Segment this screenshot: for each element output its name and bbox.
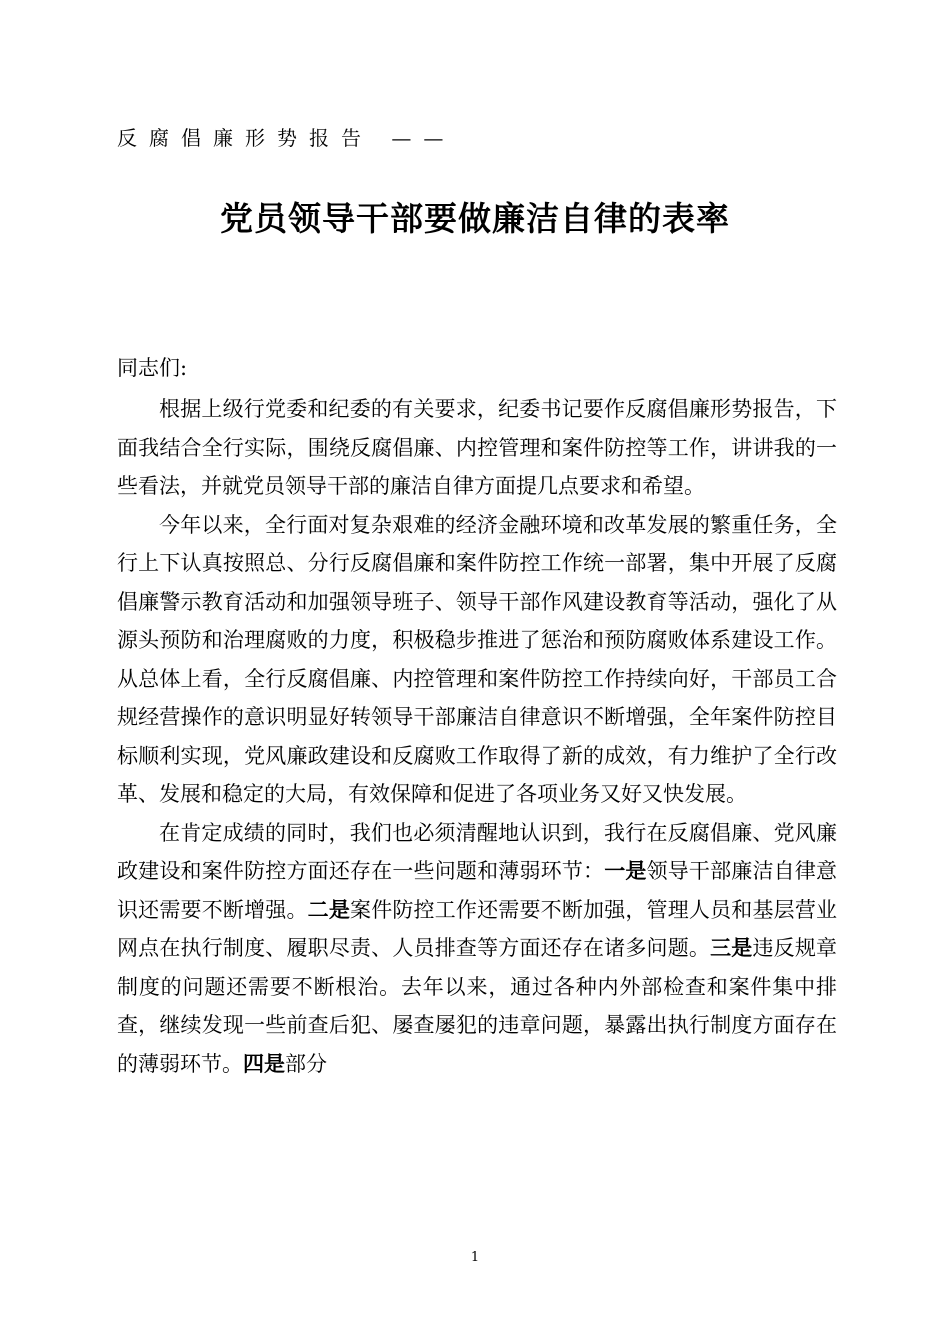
greeting: 同志们: <box>117 356 188 380</box>
item-label-1: 一是 <box>604 859 647 883</box>
item-label-3: 三是 <box>710 936 753 960</box>
item-text-1: 领导干部廉洁自律意识还需要不断增强。 <box>117 859 838 922</box>
item-text-4: 部分 <box>285 1051 327 1076</box>
document-title: 党员领导干部要做廉洁自律的表率 <box>220 199 730 238</box>
item-text-2: 案件防控工作还需要不断加强，管理人员和基层营业网点在执行制度、履职尽责、人员排查等方面还存在诸多问题。 <box>117 897 838 960</box>
body-text <box>117 390 837 1083</box>
document-subtitle: 反腐倡廉形势报告 —— <box>117 126 456 150</box>
item-text-3: 违反规章制度的问题还需要不断根治。去年以来，通过各种内外部检查和案件集中排查，继续发现一些前查后犯、屡查屡犯的违章问题，暴露出执行制度方面存在的薄弱环节。 <box>117 936 838 1076</box>
item-label-2: 二是 <box>307 897 351 922</box>
paragraph-3 <box>117 814 837 1084</box>
item-label-4: 四是 <box>243 1051 285 1076</box>
paragraph-2: 今年以来，全行面对复杂艰难的经济金融环境和改革发展的繁重任务，全行上下认真按照总、分行反腐倡廉和案件防控工作统一部署，集中开展了反腐倡廉警示教育活动和加强领导班子、领导干部作风建设教育等活动，强化了从源头预防和治理腐败的力度，积极稳步推进了惩治和预防腐败体系建设工作。从总体上看，全行反腐倡廉、内控管理和案件防控工作持续向好，干部员工合规经营操作的意识明显好转领导干部廉洁自律意识不断增强，全年案件防控目标顺利实现，党风廉政建设和反腐败工作取得了新的成效，有力维护了全行改革、发展和稳定的大局，有效保障和促进了各项业务又好又快发展。 <box>117 512 837 806</box>
paragraph-1: 根据上级行党委和纪委的有关要求，纪委书记要作反腐倡廉形势报告，下面我结合全行实际，围绕反腐倡廉、内控管理和案件防控等工作，讲讲我的一些看法，并就党员领导干部的廉洁自律方面提几点要求和希望。 <box>117 397 837 498</box>
paragraph-3-intro: 在肯定成绩的同时，我们也必须清醒地认识到，我行在反腐倡廉、党风廉政建设和案件防控方面还存在一些问题和薄弱环节： <box>117 820 837 883</box>
page-number: 1 <box>470 1250 480 1265</box>
